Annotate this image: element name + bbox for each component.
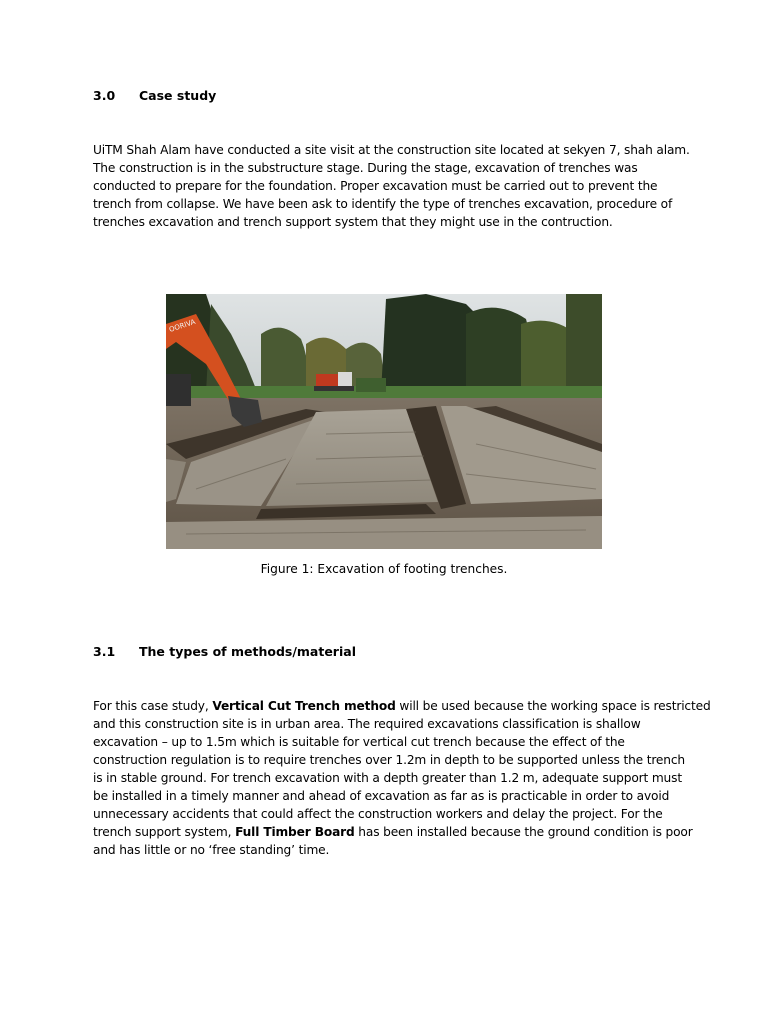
paragraph-line: For this case study, Vertical Cut Trench method will be used because the working space is restricted [93,699,711,713]
paragraph-line: conducted to prepare for the foundation. Proper excavation must be carried out to prevent the [93,179,658,193]
paragraph-line: construction regulation is to require trenches over 1.2m in depth to be supported unless the trench [93,753,685,767]
paragraph-line: excavation – up to 1.5m which is suitable for vertical cut trench because the effect of the [93,735,625,749]
figure-caption: Figure 1: Excavation of footing trenches. [260,562,508,576]
methods-paragraph [93,697,711,859]
method-name: Vertical Cut Trench method [212,699,396,713]
section-title: Case study [139,88,217,103]
section-title: The types of methods/material [139,644,356,659]
section-number: 3.1 [93,644,116,659]
paragraph-line: be installed in a timely manner and ahead of excavation as far as is practicable in order to avoid [93,789,670,803]
support-system-name: Full Timber Board [235,825,355,839]
paragraph-line: unnecessary accidents that could affect the construction workers and delay the project. For the [93,807,663,821]
paragraph-line: trench support system, Full Timber Board has been installed because the ground condition is poor [93,825,693,839]
section-heading-3-0 [93,88,216,104]
excavation-photo [166,294,602,549]
paragraph-line: The construction is in the substructure stage. During the stage, excavation of trenches was [93,161,638,175]
paragraph-line: trenches excavation and trench support system that they might use in the contruction. [93,215,613,229]
paragraph-line: and has little or no ‘free standing’ time. [93,843,330,857]
section-number: 3.0 [93,88,116,103]
paragraph-line: UiTM Shah Alam have conducted a site visit at the construction site located at sekyen 7, shah alam. [93,143,690,157]
excavator-brand-text: OORIVA [168,317,197,334]
paragraph-line: is in stable ground. For trench excavation with a depth greater than 1.2 m, adequate support must [93,771,682,785]
case-study-paragraph [93,141,693,231]
far-excavator [314,372,354,391]
paragraph-line: trench from collapse. We have been ask to identify the type of trenches excavation, procedure of [93,197,673,211]
section-heading-3-1 [93,644,356,660]
paragraph-line: and this construction site is in urban area. The required excavations classification is shallow [93,717,641,731]
